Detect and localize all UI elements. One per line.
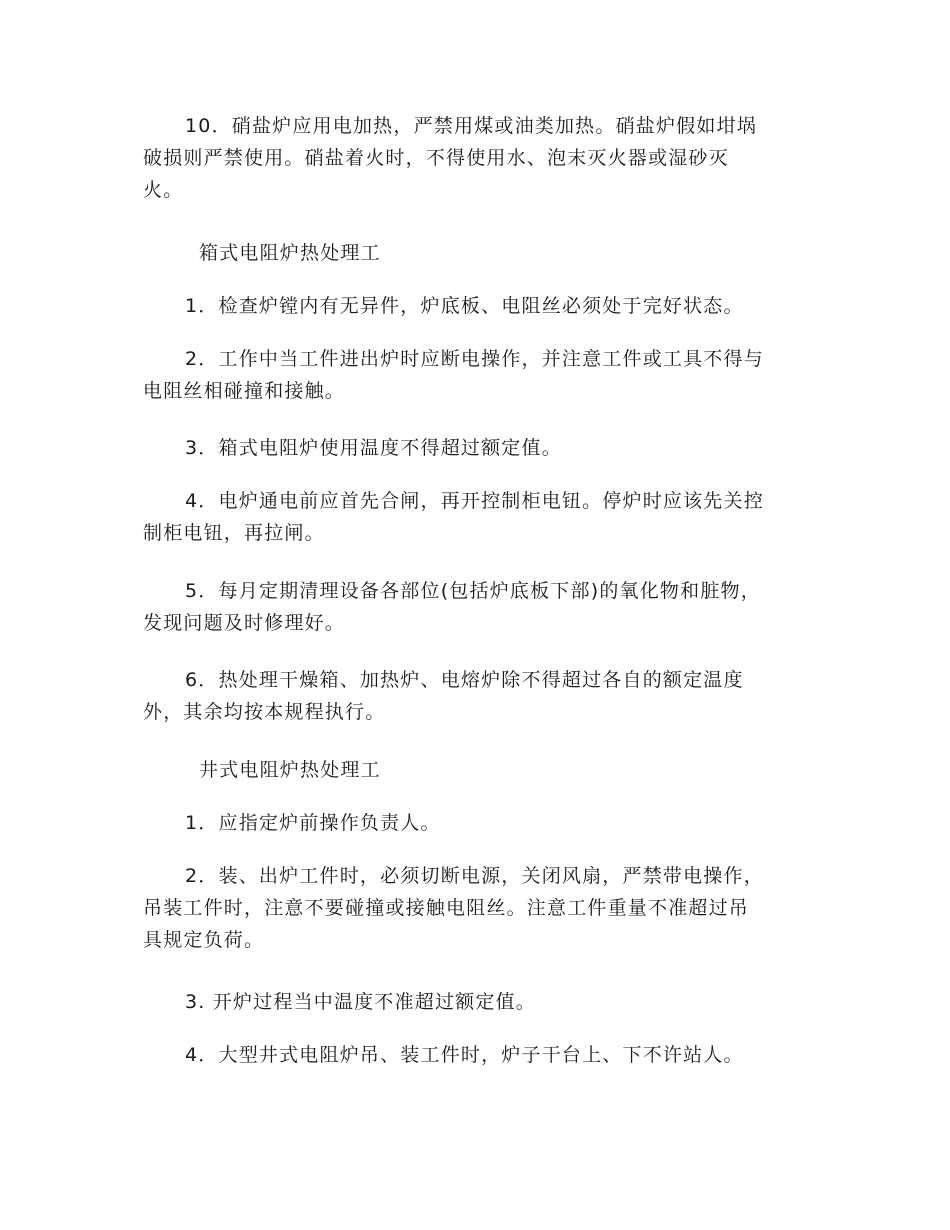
paragraph-line: 5．每月定期清理设备各部位(包括炉底板下部)的氧化物和脏物， — [185, 580, 761, 602]
paragraph-line: 4．电炉通电前应首先合闸，再开控制柜电钮。停炉时应该先关控 — [185, 490, 764, 512]
paragraph-item-2b — [143, 860, 815, 956]
paragraph-item-3 — [143, 432, 815, 464]
paragraph-item-3b — [143, 986, 815, 1018]
section-heading: 箱式电阻炉热处理工 — [199, 242, 381, 264]
paragraph-line: 4．大型井式电阻炉吊、装工件时，炉子干台上、下不许站人。 — [185, 1044, 744, 1066]
section-heading: 井式电阻炉热处理工 — [199, 759, 381, 781]
paragraph-line: 3．箱式电阻炉使用温度不得超过额定值。 — [185, 437, 562, 459]
paragraph-line: 具规定负荷。 — [143, 929, 265, 951]
section-heading-box-furnace — [143, 237, 815, 269]
paragraph-item-4b — [143, 1039, 815, 1071]
paragraph-line: 发现问题及时修理好。 — [143, 612, 346, 634]
paragraph-item-6 — [143, 664, 815, 728]
paragraph-line: 破损则严禁使用。硝盐着火时，不得使用水、泡末灭火器或湿砂灭 — [143, 147, 729, 169]
paragraph-line: 电阻丝相碰撞和接触。 — [143, 380, 346, 402]
paragraph-item-4 — [143, 485, 815, 549]
paragraph-item-2 — [143, 343, 815, 407]
paragraph-line: 外，其余均按本规程执行。 — [143, 701, 386, 723]
paragraph-line: 吊装工件时，注意不要碰撞或接触电阻丝。注意工件重量不准超过吊 — [143, 897, 750, 919]
paragraph-item-1b — [143, 807, 815, 839]
paragraph-item-5 — [143, 575, 815, 639]
paragraph-item-10 — [143, 110, 815, 206]
paragraph-item-1 — [143, 290, 815, 322]
paragraph-line: 2．装、出炉工件时，必须切断电源，关闭风扇，严禁带电操作， — [185, 865, 764, 887]
paragraph-line: 1．应指定炉前操作负责人。 — [185, 812, 441, 834]
section-heading-pit-furnace — [143, 754, 815, 786]
paragraph-line: 10．硝盐炉应用电加热，严禁用煤或油类加热。硝盐炉假如坩埚 — [185, 115, 757, 137]
paragraph-line: 3. 开炉过程当中温度不准超过额定值。 — [185, 991, 536, 1013]
paragraph-line: 1．检查炉镗内有无异件，炉底板、电阻丝必须处于完好状态。 — [185, 295, 744, 317]
paragraph-line: 6．热处理干燥箱、加热炉、电熔炉除不得超过各自的额定温度 — [185, 669, 744, 691]
paragraph-line: 2．工作中当工件进出炉时应断电操作，并注意工件或工具不得与 — [185, 348, 764, 370]
paragraph-line: 火。 — [143, 179, 184, 201]
paragraph-line: 制柜电钮，再拉闸。 — [143, 522, 325, 544]
